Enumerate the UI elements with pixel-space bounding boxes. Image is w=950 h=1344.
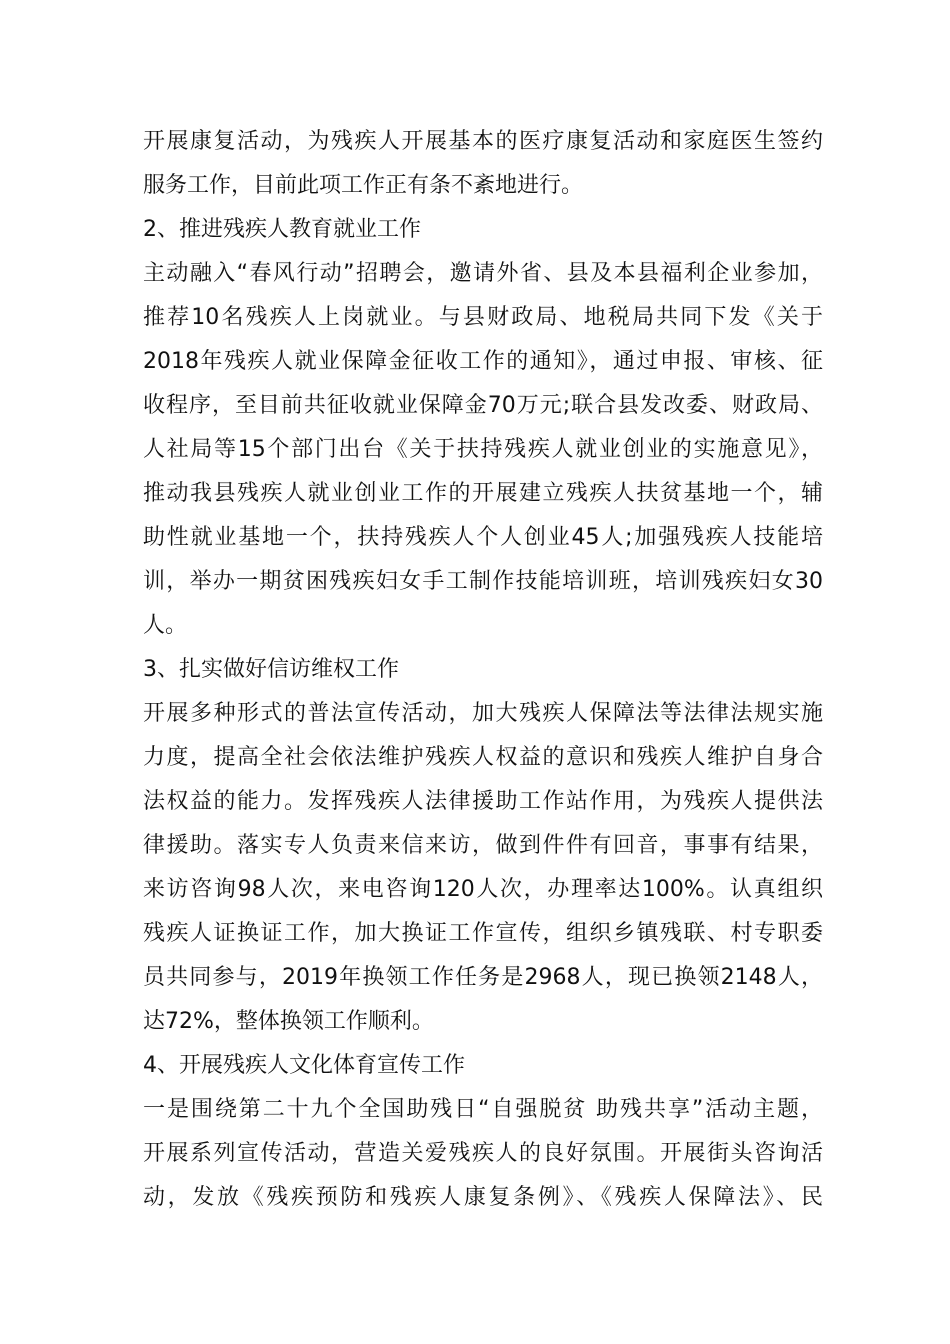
paragraph-line: 动，发放《残疾预防和残疾人康复条例》、《残疾人保障法》、民 <box>143 1185 823 1210</box>
paragraph-line: 律援助。落实专人负责来信来访，做到件件有回音，事事有结果， <box>143 833 823 858</box>
paragraph-line: 推动我县残疾人就业创业工作的开展建立残疾人扶贫基地一个，辅 <box>143 481 823 506</box>
paragraph-line: 2018年残疾人就业保障金征收工作的通知》，通过申报、审核、征 <box>143 349 823 374</box>
paragraph-line: 开展康复活动，为残疾人开展基本的医疗康复活动和家庭医生签约 <box>143 129 823 154</box>
paragraph-line: 收程序，至目前共征收就业保障金70万元;联合县发改委、财政局、 <box>143 393 823 418</box>
paragraph-line: 开展系列宣传活动，营造关爱残疾人的良好氛围。开展街头咨询活 <box>143 1141 823 1166</box>
paragraph-line: 推荐10名残疾人上岗就业。与县财政局、地税局共同下发《关于 <box>143 305 823 330</box>
paragraph-line: 残疾人证换证工作，加大换证工作宣传，组织乡镇残联、村专职委 <box>143 921 823 946</box>
paragraph-line: 力度，提高全社会依法维护残疾人权益的意识和残疾人维护自身合 <box>143 745 823 770</box>
paragraph-line: 训，举办一期贫困残疾妇女手工制作技能培训班，培训残疾妇女30 <box>143 569 823 594</box>
paragraph-line: 服务工作，目前此项工作正有条不紊地进行。 <box>143 173 584 198</box>
paragraph-line: 一是围绕第二十九个全国助残日“自强脱贫 助残共享”活动主题， <box>143 1097 823 1122</box>
section-heading: 3、扎实做好信访维权工作 <box>143 657 399 682</box>
document-body <box>143 120 823 1220</box>
section-heading: 2、推进残疾人教育就业工作 <box>143 217 421 242</box>
paragraph-line: 员共同参与，2019年换领工作任务是2968人，现已换领2148人， <box>143 965 823 990</box>
paragraph-line: 开展多种形式的普法宣传活动，加大残疾人保障法等法律法规实施 <box>143 701 823 726</box>
paragraph-line: 人。 <box>143 613 188 638</box>
paragraph-line: 来访咨询98人次，来电咨询120人次，办理率达100%。认真组织 <box>143 877 823 902</box>
paragraph-line: 人社局等15个部门出台《关于扶持残疾人就业创业的实施意见》， <box>143 437 823 462</box>
paragraph-line: 助性就业基地一个，扶持残疾人个人创业45人;加强残疾人技能培 <box>143 525 823 550</box>
paragraph-line: 达72%，整体换领工作顺利。 <box>143 1009 434 1034</box>
section-heading: 4、开展残疾人文化体育宣传工作 <box>143 1053 465 1078</box>
paragraph-line: 主动融入“春风行动”招聘会，邀请外省、县及本县福利企业参加， <box>143 261 823 286</box>
paragraph-line: 法权益的能力。发挥残疾人法律援助工作站作用，为残疾人提供法 <box>143 789 823 814</box>
